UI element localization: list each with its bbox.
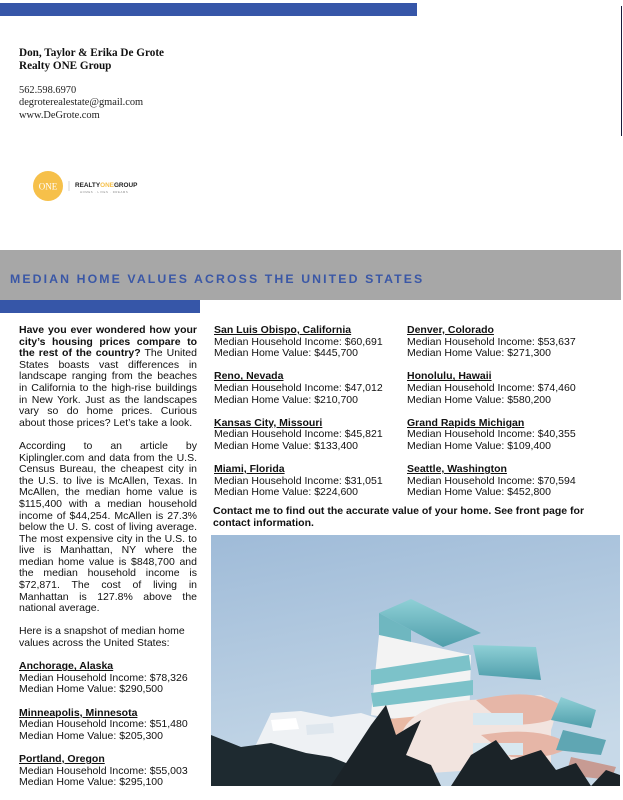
city-name: Portland, Oregon <box>19 752 105 765</box>
city-name: Denver, Colorado <box>407 324 494 336</box>
home-value: Median Home Value: $295,100 <box>19 776 163 789</box>
section-title: MEDIAN HOME VALUES ACROSS THE UNITED STATES <box>10 272 425 286</box>
realty-one-group-logo <box>33 170 158 202</box>
home-value: Median Home Value: $445,700 <box>214 347 358 360</box>
city-name: Minneapolis, Minnesota <box>19 706 138 719</box>
city-entry <box>407 464 607 499</box>
snapshot-paragraph: Here is a snapshot of median home values across the United States: <box>19 625 185 650</box>
city-entry <box>214 371 404 406</box>
city-entry <box>214 325 404 360</box>
home-value: Median Home Value: $290,500 <box>19 683 163 696</box>
city-name: Reno, Nevada <box>214 370 284 383</box>
city-entry <box>19 754 197 789</box>
brokerage-name: Realty ONE Group <box>19 60 112 72</box>
household-income: Median Household Income: $40,355 <box>407 428 576 441</box>
household-income: Median Household Income: $74,460 <box>407 381 576 394</box>
home-value: Median Home Value: $580,200 <box>407 393 551 406</box>
city-entry <box>407 325 607 360</box>
city-name: Grand Rapids Michigan <box>407 416 525 429</box>
city-name: Kansas City, Missouri <box>214 416 323 429</box>
top-accent-bar <box>0 3 417 16</box>
home-value: Median Home Value: $133,400 <box>214 439 358 452</box>
city-entry <box>214 464 404 499</box>
logo-wordmark: REALTYONEGROUP <box>75 182 138 189</box>
home-value: Median Home Value: $271,300 <box>407 347 551 360</box>
cities-column-right <box>407 325 607 511</box>
building-photo <box>211 535 620 786</box>
household-income: Median Household Income: $55,003 <box>19 764 188 777</box>
city-name: San Luis Obispo, California <box>214 324 352 336</box>
city-name: Anchorage, Alaska <box>19 660 114 673</box>
website-link[interactable]: www.DeGrote.com <box>19 109 100 121</box>
city-name: Honolulu, Hawaii <box>407 370 492 383</box>
call-to-action: Contact me to find out the accurate value of your home. See front page for contact information. <box>213 505 585 529</box>
household-income: Median Household Income: $47,012 <box>214 381 383 394</box>
cities-column-middle <box>214 325 404 511</box>
agent-names: Don, Taylor & Erika De Grote <box>19 47 165 59</box>
intro-lead: Have you ever wondered how your city’s housing prices compare to the rest of the country? <box>19 324 197 360</box>
phone: 562.598.6970 <box>19 85 77 96</box>
contact-info <box>19 85 143 122</box>
logo-tagline: HOMES · LIVES · DREAMS <box>80 190 129 194</box>
household-income: Median Household Income: $51,480 <box>19 718 188 731</box>
city-name: Miami, Florida <box>214 463 285 476</box>
intro-rest: The United States boasts vast differences in landscape ranging from the beaches in California to the high-rise buildings in New York. Just as the landscapes vary so do home prices. Curious about those prices? Let’s take a look. <box>19 347 197 429</box>
household-income: Median Household Income: $31,051 <box>214 474 383 487</box>
city-entry <box>407 371 607 406</box>
intro-paragraph <box>19 325 197 429</box>
city-entry <box>214 418 404 453</box>
logo-badge-text: ONE <box>38 181 58 192</box>
article-paragraph: According to an article by Kiplingler.com and data from the U.S. Census Bureau, the cheapest city in the U.S. to live is McAllen, Texas. In McAllen, the median home value is $115,400 with a median household income of $44,254. McAllen is 27.3% below the U. S. cost of living average. The most expensive city in the U.S. to live is Manhattan, NY where the median home value is $848,700 and the median household income is $72,871. The cost of living in Manhattan is 127.8% above the national average. <box>19 439 197 615</box>
home-value: Median Home Value: $224,600 <box>214 486 358 499</box>
home-value: Median Home Value: $205,300 <box>19 729 163 742</box>
intro-column <box>19 325 197 800</box>
city-entry <box>407 418 607 453</box>
household-income: Median Household Income: $45,821 <box>214 428 383 441</box>
home-value: Median Home Value: $210,700 <box>214 393 358 406</box>
household-income: Median Household Income: $78,326 <box>19 671 188 684</box>
household-income: Median Household Income: $60,691 <box>214 335 383 348</box>
household-income: Median Household Income: $53,637 <box>407 335 576 348</box>
section-accent-bar <box>0 300 200 313</box>
city-name: Seattle, Washington <box>407 463 507 476</box>
email-link[interactable]: degroterealestate@gmail.com <box>19 97 144 109</box>
page-edge-rule <box>621 6 622 136</box>
household-income: Median Household Income: $70,594 <box>407 474 576 487</box>
agent-header <box>19 47 164 73</box>
home-value: Median Home Value: $109,400 <box>407 439 551 452</box>
city-entry <box>19 708 197 743</box>
home-value: Median Home Value: $452,800 <box>407 486 551 499</box>
city-entry <box>19 661 197 696</box>
